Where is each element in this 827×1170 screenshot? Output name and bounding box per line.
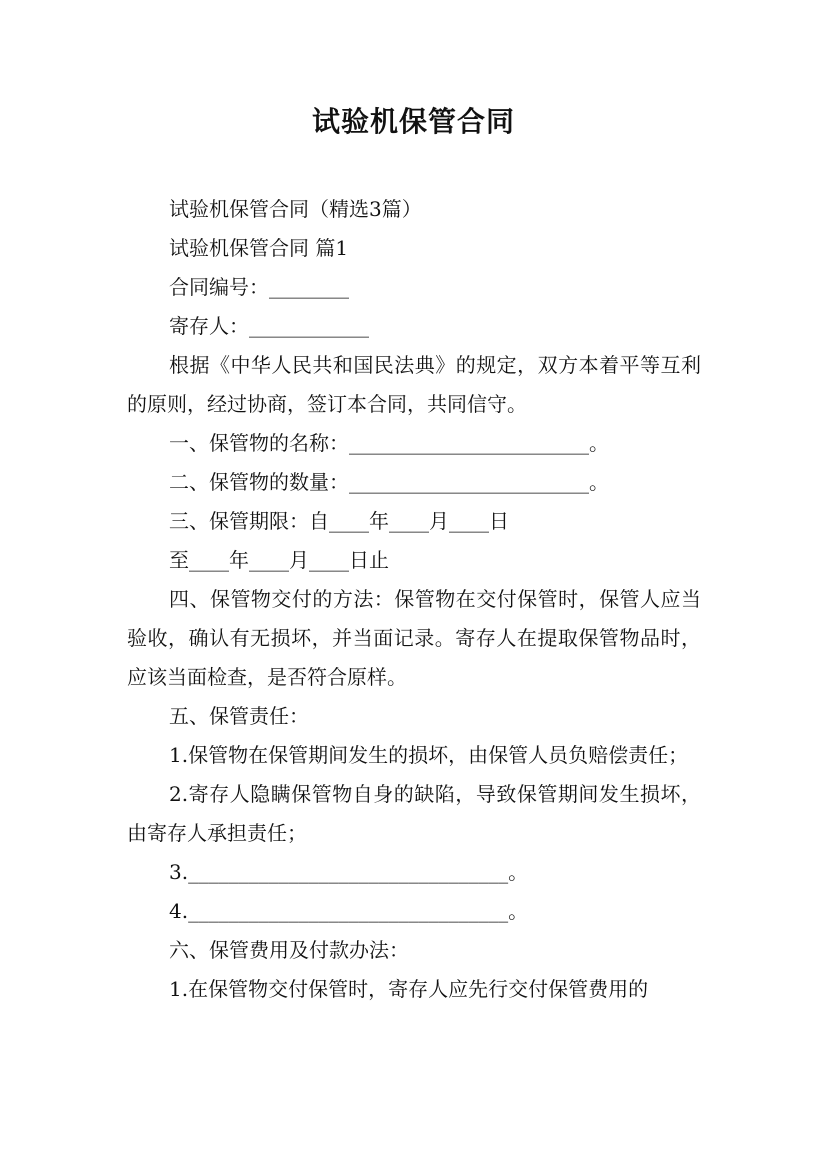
doc-line-contract-number: 合同编号：________	[169, 275, 349, 299]
doc-line-liability-heading: 五、保管责任：	[169, 704, 309, 728]
doc-paragraph-preamble: 根据《中华人民共和国民法典》的规定，双方本着平等互利的原则，经过协商，签订本合同，共同信守。	[127, 353, 701, 416]
doc-paragraph-liability-1: 1.保管物在保管期间发生的损坏，由保管人员负赔偿责任；	[169, 743, 689, 767]
document-title: 试验机保管合同	[311, 105, 515, 138]
doc-line-fees-heading: 六、保管费用及付款办法：	[169, 938, 409, 962]
doc-line-liability-4: 4.________________________________。	[169, 899, 529, 923]
doc-line-collection-title: 试验机保管合同（精选3篇）	[169, 197, 422, 221]
doc-paragraph-delivery-method: 四、保管物交付的方法：保管物在交付保管时，保管人应当验收，确认有无损坏，并当面记录。寄存人在提取保管物品时，应该当面检查，是否符合原样。	[127, 587, 701, 689]
doc-line-depositor: 寄存人：____________	[169, 314, 369, 338]
doc-line-chapter-heading: 试验机保管合同 篇1	[169, 236, 349, 260]
doc-line-period-start: 三、保管期限：自____年____月____日	[169, 509, 509, 533]
doc-line-item-quantity: 二、保管物的数量：________________________。	[169, 470, 609, 494]
document-body	[127, 190, 701, 1009]
doc-paragraph-liability-2: 2.寄存人隐瞒保管物自身的缺陷，导致保管期间发生损坏，由寄存人承担责任；	[127, 782, 701, 845]
doc-line-period-end: 至____年____月____日止	[169, 548, 389, 572]
doc-paragraph-fees-1: 1.在保管物交付保管时，寄存人应先行交付保管费用的	[169, 977, 649, 1001]
doc-line-liability-3: 3.________________________________。	[169, 860, 529, 884]
doc-line-item-name: 一、保管物的名称：________________________。	[169, 431, 609, 455]
